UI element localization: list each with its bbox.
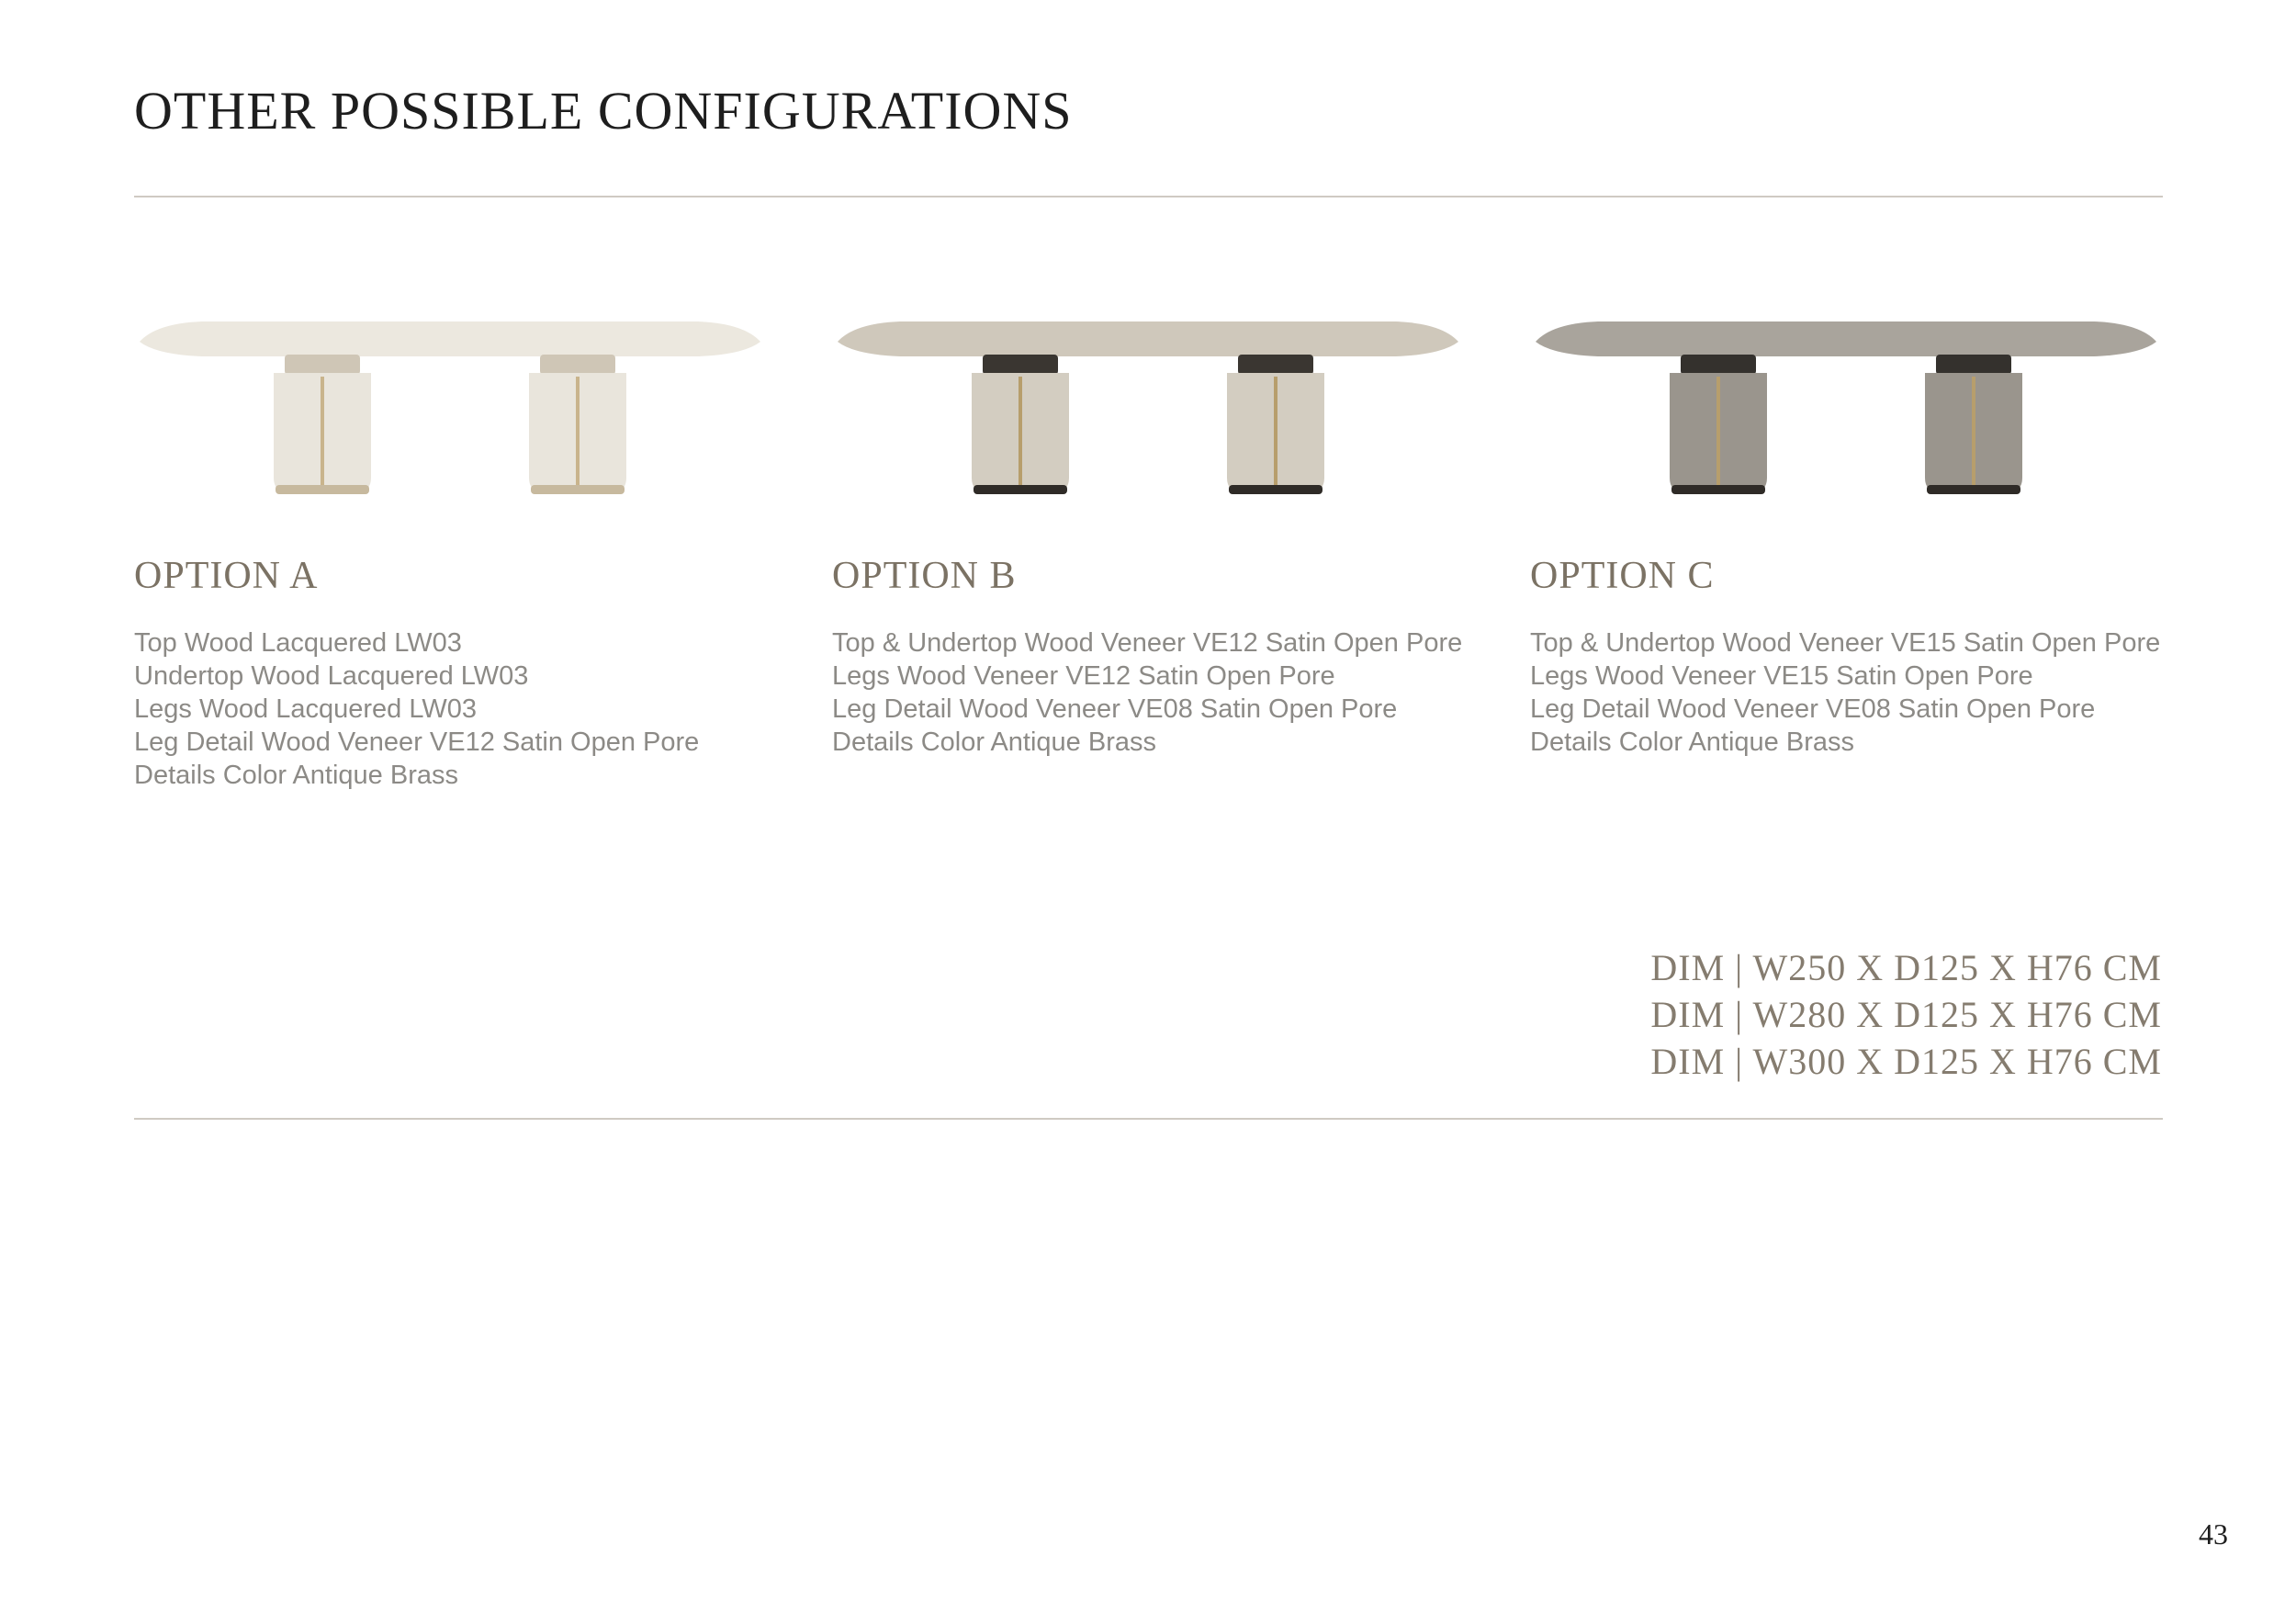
option-c-title: OPTION C	[1530, 555, 1715, 597]
table-undertop-right	[540, 355, 615, 375]
table-undertop-right	[1936, 355, 2011, 375]
table-undertop-left	[983, 355, 1058, 375]
option-c-card	[1530, 303, 2173, 757]
spec-line: Leg Detail Wood Veneer VE12 Satin Open Pore	[134, 727, 700, 757]
leg-base-right	[1927, 485, 2020, 494]
spec-line: Legs Wood Lacquered LW03	[134, 694, 477, 724]
spec-line: Top & Undertop Wood Veneer VE12 Satin Open Pore	[832, 628, 1463, 658]
spec-line: Leg Detail Wood Veneer VE08 Satin Open Pore	[832, 694, 1398, 724]
spec-line: Top Wood Lacquered LW03	[134, 628, 462, 658]
leg-detail-left	[321, 377, 324, 487]
dimensions-block	[1650, 944, 2162, 1085]
spec-line: Top & Undertop Wood Veneer VE15 Satin Open Pore	[1530, 628, 2161, 658]
table-top	[1536, 321, 2156, 356]
dining-table-option-a-image	[138, 303, 762, 505]
leg-base-right	[531, 485, 625, 494]
spec-line: Undertop Wood Lacquered LW03	[134, 661, 529, 691]
spec-line: Details Color Antique Brass	[1530, 727, 1854, 757]
table-top	[838, 321, 1458, 356]
dimension-line: DIM | W280 X D125 X H76 CM	[1650, 994, 2162, 1035]
dimension-line: DIM | W250 X D125 X H76 CM	[1650, 947, 2162, 988]
spec-line: Details Color Antique Brass	[134, 761, 458, 790]
table-undertop-right	[1238, 355, 1313, 375]
dining-table-option-c-image	[1534, 303, 2158, 505]
leg-base-right	[1229, 485, 1322, 494]
option-a-card	[134, 303, 777, 790]
leg-base-left	[276, 485, 369, 494]
leg-detail-right	[576, 377, 580, 487]
dimension-line: DIM | W300 X D125 X H76 CM	[1650, 1041, 2162, 1082]
option-b-title: OPTION B	[832, 555, 1017, 597]
spec-line: Legs Wood Veneer VE15 Satin Open Pore	[1530, 661, 2033, 691]
spec-line: Legs Wood Veneer VE12 Satin Open Pore	[832, 661, 1335, 691]
table-undertop-left	[1681, 355, 1756, 375]
leg-base-left	[974, 485, 1067, 494]
option-b-spec-list	[832, 626, 1462, 759]
option-a-title: OPTION A	[134, 555, 319, 597]
leg-detail-left	[1716, 377, 1720, 487]
leg-detail-left	[1019, 377, 1022, 487]
table-top	[140, 321, 760, 356]
option-c-spec-list	[1530, 626, 2160, 759]
option-a-spec-list	[134, 626, 699, 792]
leg-detail-right	[1274, 377, 1277, 487]
page-number: 43	[2199, 1517, 2228, 1551]
table-undertop-left	[285, 355, 360, 375]
option-b-card	[832, 303, 1475, 757]
top-divider	[134, 196, 2163, 197]
page-title: OTHER POSSIBLE CONFIGURATIONS	[134, 81, 1073, 141]
leg-base-left	[1671, 485, 1765, 494]
bottom-divider	[134, 1118, 2163, 1120]
spec-line: Leg Detail Wood Veneer VE08 Satin Open Pore	[1530, 694, 2096, 724]
leg-detail-right	[1972, 377, 1975, 487]
spec-line: Details Color Antique Brass	[832, 727, 1156, 757]
dining-table-option-b-image	[836, 303, 1460, 505]
